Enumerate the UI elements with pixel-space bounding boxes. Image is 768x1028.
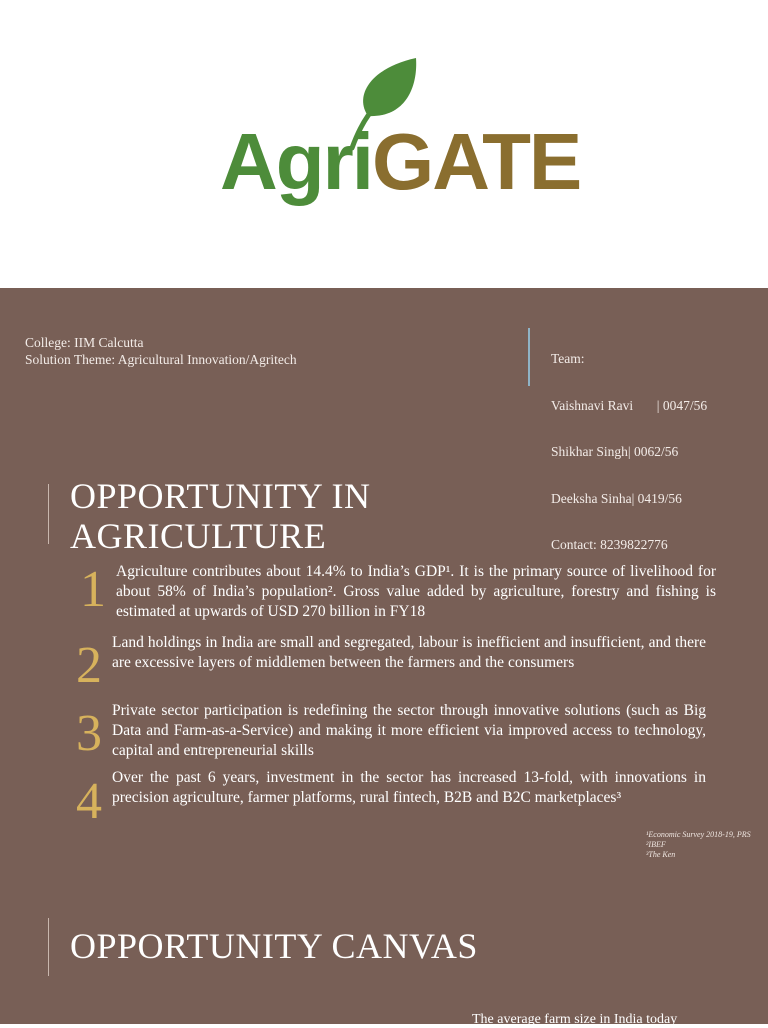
canvas-teaser-text: The average farm size in India today (472, 1012, 678, 1027)
point-number: 2 (76, 637, 102, 694)
point-text: Over the past 6 years, investment in the sector has increased 13-fold, with innovations in precision agriculture, farmer platforms, rural fintech, B2B and B2C marketplaces³ (112, 769, 706, 806)
point-text: Agriculture contributes about 14.4% to India’s GDP¹. It is the primary source of livelihood for about 58% of India’s population². Gross value added by agriculture, forestry and fishing is estimated at upwards of USD 270 billion in FY18 (116, 563, 716, 620)
team-member: Vaishnavi Ravi | 0047/56 (551, 397, 708, 413)
point-text: Private sector participation is redefining the sector through innovative solutions (such as Big Data and Farm-as-a-Service) and making it more efficient via improved access to technology, capital and entrepreneurial skills (112, 702, 706, 759)
slide-title: OPPORTUNITY CANVAS (70, 926, 478, 966)
heading-accent-bar (48, 918, 49, 976)
footnote: ¹Economic Survey 2018-19, PRS (646, 830, 751, 839)
college-name: College: IIM Calcutta (25, 335, 144, 350)
slide-title: OPPORTUNITY IN AGRICULTURE (70, 476, 371, 556)
college-info (25, 334, 297, 368)
team-info (551, 320, 707, 584)
point-number: 1 (80, 561, 106, 618)
heading-accent-bar (48, 484, 49, 544)
team-member: Shikhar Singh| 0062/56 (551, 444, 679, 459)
point-text: Land holdings in India are small and segregated, labour is inefficient and insufficient, and there are excessive layers of middlemen between the farmers and the consumers (112, 634, 706, 671)
logo-gate: GATE (372, 117, 581, 206)
slide-panel (0, 288, 768, 1027)
logo-area (0, 0, 768, 288)
footnotes (646, 830, 764, 866)
logo-wordmark (220, 117, 581, 206)
point-number: 4 (76, 773, 102, 830)
contact-number: Contact: 8239822776 (551, 537, 668, 552)
solution-theme: Solution Theme: Agricultural Innovation/Agritech (25, 352, 297, 367)
team-member: Deeksha Sinha| 0419/56 (551, 490, 682, 506)
team-label: Team: (551, 351, 585, 366)
footnote: ³The Ken (646, 850, 676, 859)
header-divider (528, 328, 530, 386)
point-number: 3 (76, 705, 102, 762)
footnote: ²IBEF (646, 840, 666, 849)
logo-agri: Agri (220, 117, 372, 206)
